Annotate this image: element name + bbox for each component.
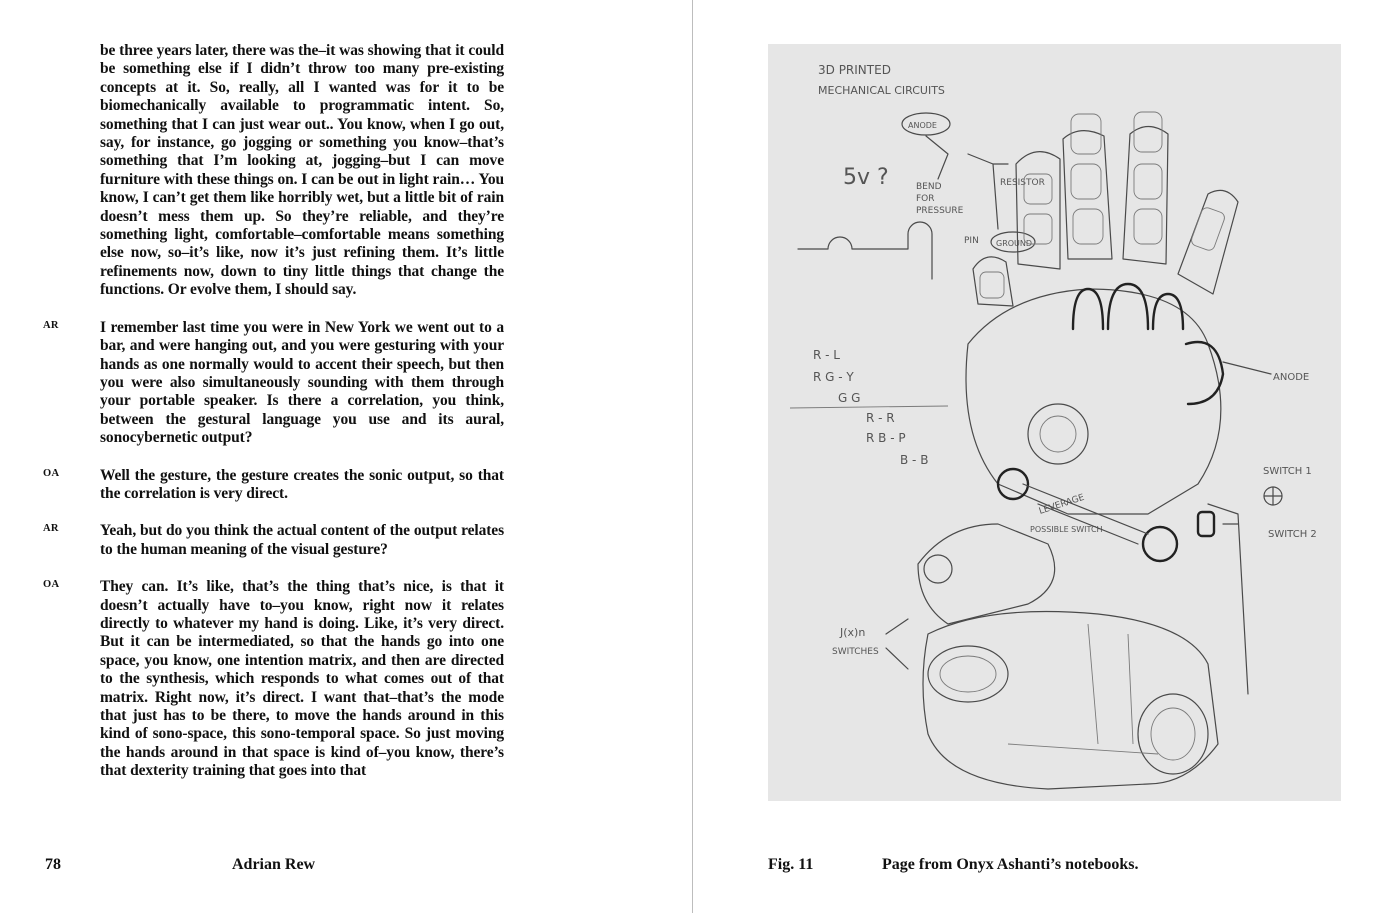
note-switches: SWITCHES [832, 647, 879, 657]
note-possible-switch: POSSIBLE SWITCH [1030, 525, 1103, 534]
hand-exoskeleton-sketch [768, 44, 1341, 801]
note-pins-2: R G - Y [813, 370, 854, 384]
right-page [693, 0, 1385, 913]
continuation-paragraph: be three years later, there was the–it was showing that it could be something else if I didn’t throw too many pre-existing concepts at it. So, really, all I wanted was for it to be biomechanically available to programmatic intent. So, something that I can just wear out.. You know, when I go out, say, for instance, go jogging or something you know–that’s something that I’m looking at, jogging–but I can move furniture with these things on. I can be out in light rain… You know, I can’t get them like horribly wet, but a little bit of rain doesn’t mess them up. So they’re reliable, and they’re something light, comfortable–comfortable means something else now, so–it’s like, now it’s just refining them. It’s little refinements now, down to tiny little things that change the functions. Or evolve them, I should say. [100, 42, 504, 299]
interview-entry [43, 318, 504, 448]
finger-index [1123, 112, 1168, 264]
note-jx: J(x)n [840, 626, 866, 639]
figure-label: Fig. 11 [768, 856, 814, 873]
finger-middle [1063, 114, 1112, 259]
note-pins-1: R - L [813, 348, 840, 362]
note-pins-5: R B - P [866, 431, 906, 445]
entry-text: They can. It’s like, that’s the thing that’s nice, is that it doesn’t actually have to–you know, right now it relates directly to whatever my hand is doing. Like, it’s very direct. But it can be intermediated, so that the hands go into one space, you know, one intention matrix, and then are directed to the synthesis, which responds to what comes out of that matrix. Right now, it’s direct. I want that–that’s the mode that just has to be there, to move the hands around in this kind of sono-space, this sono-temporal space. So just moving the hands around in that space is kind of–you know, there’s that dexterity training that goes into that [100, 578, 504, 780]
speaker-initials: OA [43, 467, 60, 479]
note-leverage: LEVERAGE [1037, 492, 1086, 517]
interview-entry [43, 466, 504, 504]
finger-pinky [973, 257, 1013, 306]
wrist-joint [1028, 404, 1088, 464]
notebook-sketch-figure [768, 44, 1341, 801]
note-pins-4: R - R [866, 411, 895, 425]
note-title-2: MECHANICAL CIRCUITS [818, 84, 945, 97]
finger-thumb-side [1178, 190, 1238, 294]
note-anode: ANODE [908, 121, 937, 130]
note-5v: 5v ? [843, 165, 889, 190]
entry-text: Yeah, but do you think the actual content of the output relates to the human meaning of the visual gesture? [100, 522, 504, 558]
note-title-1: 3D PRINTED [818, 63, 891, 77]
note-pins-3: G G [838, 391, 861, 405]
entry-text: I remember last time you were in New York we went out to a bar, and were hanging out, and you were gesturing with your hands as one normally would to accent their speech, but then you were also simultaneously sounding with them through your portable speaker. Is there a correlation, you think, between the gestural language you use and its aural, sonocybernetic output? [100, 318, 504, 447]
running-foot-author: Adrian Rew [232, 856, 316, 873]
forearm-outline [923, 612, 1218, 790]
note-pressure: PRESSURE [916, 206, 964, 216]
interview-entry [43, 578, 504, 780]
note-for: FOR [916, 194, 935, 204]
note-switch-1: SWITCH 1 [1263, 466, 1312, 477]
speaker-initials: OA [43, 579, 60, 591]
speaker-initials: AR [43, 319, 59, 331]
entry-text: Well the gesture, the gesture creates the sonic output, so that the correlation is very direct. [100, 466, 504, 502]
note-anode-right: ANODE [1273, 372, 1310, 383]
note-switch-2: SWITCH 2 [1268, 529, 1317, 540]
switch-dial [1143, 527, 1177, 561]
wire-loops [1073, 284, 1183, 329]
note-resistor: RESISTOR [1000, 178, 1045, 188]
note-pins-6: B - B [900, 453, 929, 467]
interview-entry [43, 522, 504, 559]
note-pin: PIN [964, 236, 979, 246]
page-number: 78 [45, 856, 61, 873]
note-bend: BEND [916, 182, 942, 192]
note-ground: GROUND [996, 239, 1033, 248]
interview-text [43, 42, 504, 781]
wrist-brace [918, 524, 1055, 624]
left-page [0, 0, 692, 913]
figure-caption: Page from Onyx Ashanti’s notebooks. [882, 856, 1139, 873]
speaker-initials: AR [43, 523, 59, 535]
